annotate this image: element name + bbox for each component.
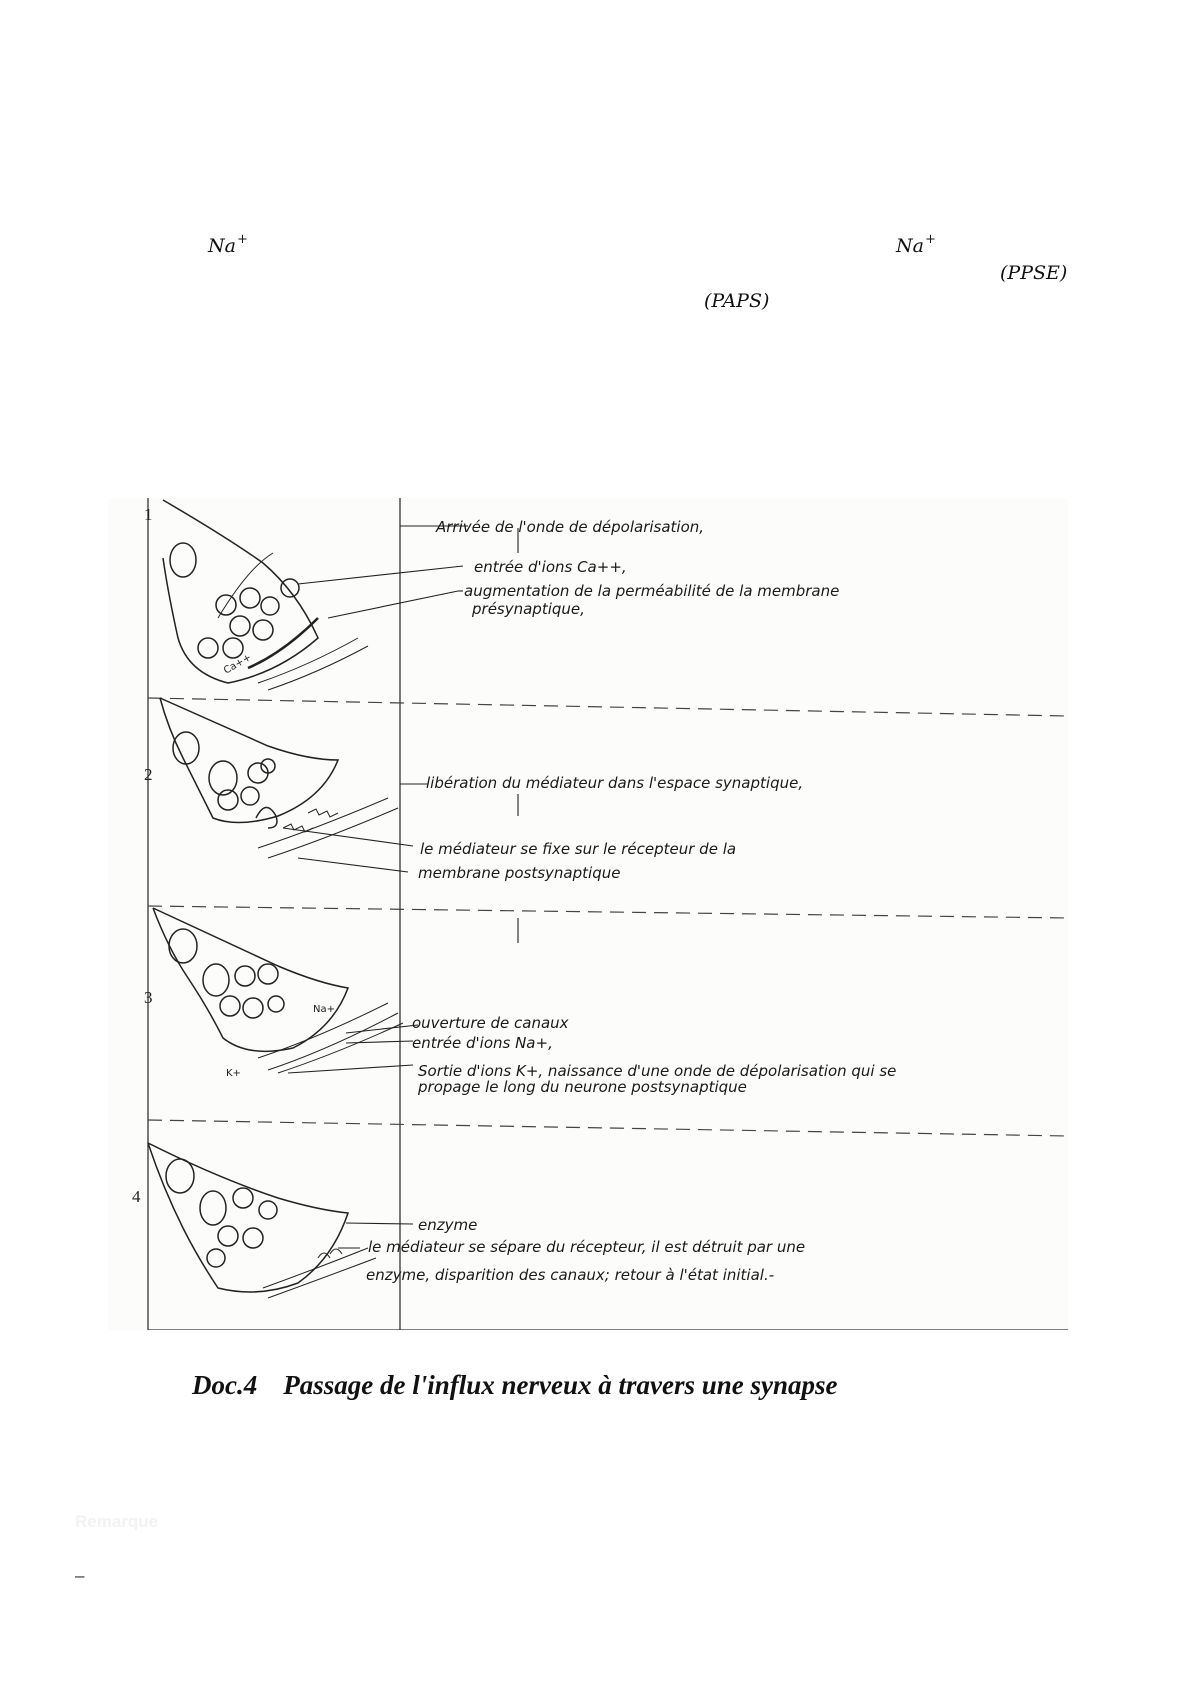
figure-caption [192, 1370, 992, 1401]
na-ion-right-charge: + [924, 232, 936, 247]
na-ion-left-charge: + [236, 232, 248, 247]
stage2-release-label: libération du médiateur dans l'espace synaptique, [426, 774, 804, 792]
stage4-separates-label-2: enzyme, disparition des canaux; retour à l'état initial.- [366, 1266, 775, 1284]
diagram-frame [148, 498, 1068, 1330]
stage1-ion-tag: Ca++ [222, 652, 254, 677]
stage1-permeability-label: augmentation de la perméabilité de la membrane [464, 582, 840, 600]
synapse-diagram [108, 498, 1068, 1330]
stage1-terminal [163, 500, 368, 690]
na-ion-right [896, 232, 936, 257]
stage3-ion-k: K+ [226, 1068, 241, 1079]
stage2-fixes-label: le médiateur se fixe sur le récepteur de la [420, 840, 737, 858]
caption-id: Doc.4 [192, 1370, 258, 1400]
stage4-separates-label: le médiateur se sépare du récepteur, il est détruit par une [368, 1238, 806, 1256]
stage2-terminal [160, 698, 398, 858]
caption-text: Passage de l'influx nerveux à travers une synapse [283, 1370, 838, 1400]
na-ion-left-symbol: Na [208, 235, 236, 257]
stage1-calcium-label: entrée d'ions Ca++, [474, 558, 627, 576]
stage3-na-label: entrée d'ions Na+, [412, 1034, 553, 1052]
stage2-membrane-label: membrane postsynaptique [418, 864, 621, 882]
na-ion-right-symbol: Na [896, 235, 924, 257]
stage1-arrival-label: Arrivée de l'onde de dépolarisation, [436, 518, 705, 536]
stage3-terminal [153, 908, 403, 1073]
stage3-channels-label: ouverture de canaux [412, 1014, 569, 1032]
stage1-permeability-label-2: présynaptique, [472, 600, 585, 618]
list-dash: – [75, 1566, 85, 1585]
na-ion-left [208, 232, 248, 257]
paps-term: (PAPS) [704, 290, 770, 312]
stage-number-3: 3 [144, 988, 153, 1007]
stage3-ion-na: Na+ [313, 1004, 335, 1015]
ppse-term: (PPSE) [1000, 262, 1068, 284]
stage-number-2: 2 [144, 765, 153, 784]
synapse-diagram-svg [108, 498, 1068, 1330]
stage-number-4: 4 [132, 1187, 141, 1206]
stage3-k-label-2: propage le long du neurone postsynaptique [418, 1078, 747, 1096]
stage4-enzyme-label: enzyme [418, 1216, 478, 1234]
stage4-terminal [148, 1143, 376, 1298]
stage-number-1: 1 [144, 505, 153, 524]
stage3-k-label: Sortie d'ions K+, naissance d'une onde de dépolarisation qui se [418, 1062, 897, 1080]
remark-heading: Remarque [75, 1512, 159, 1531]
